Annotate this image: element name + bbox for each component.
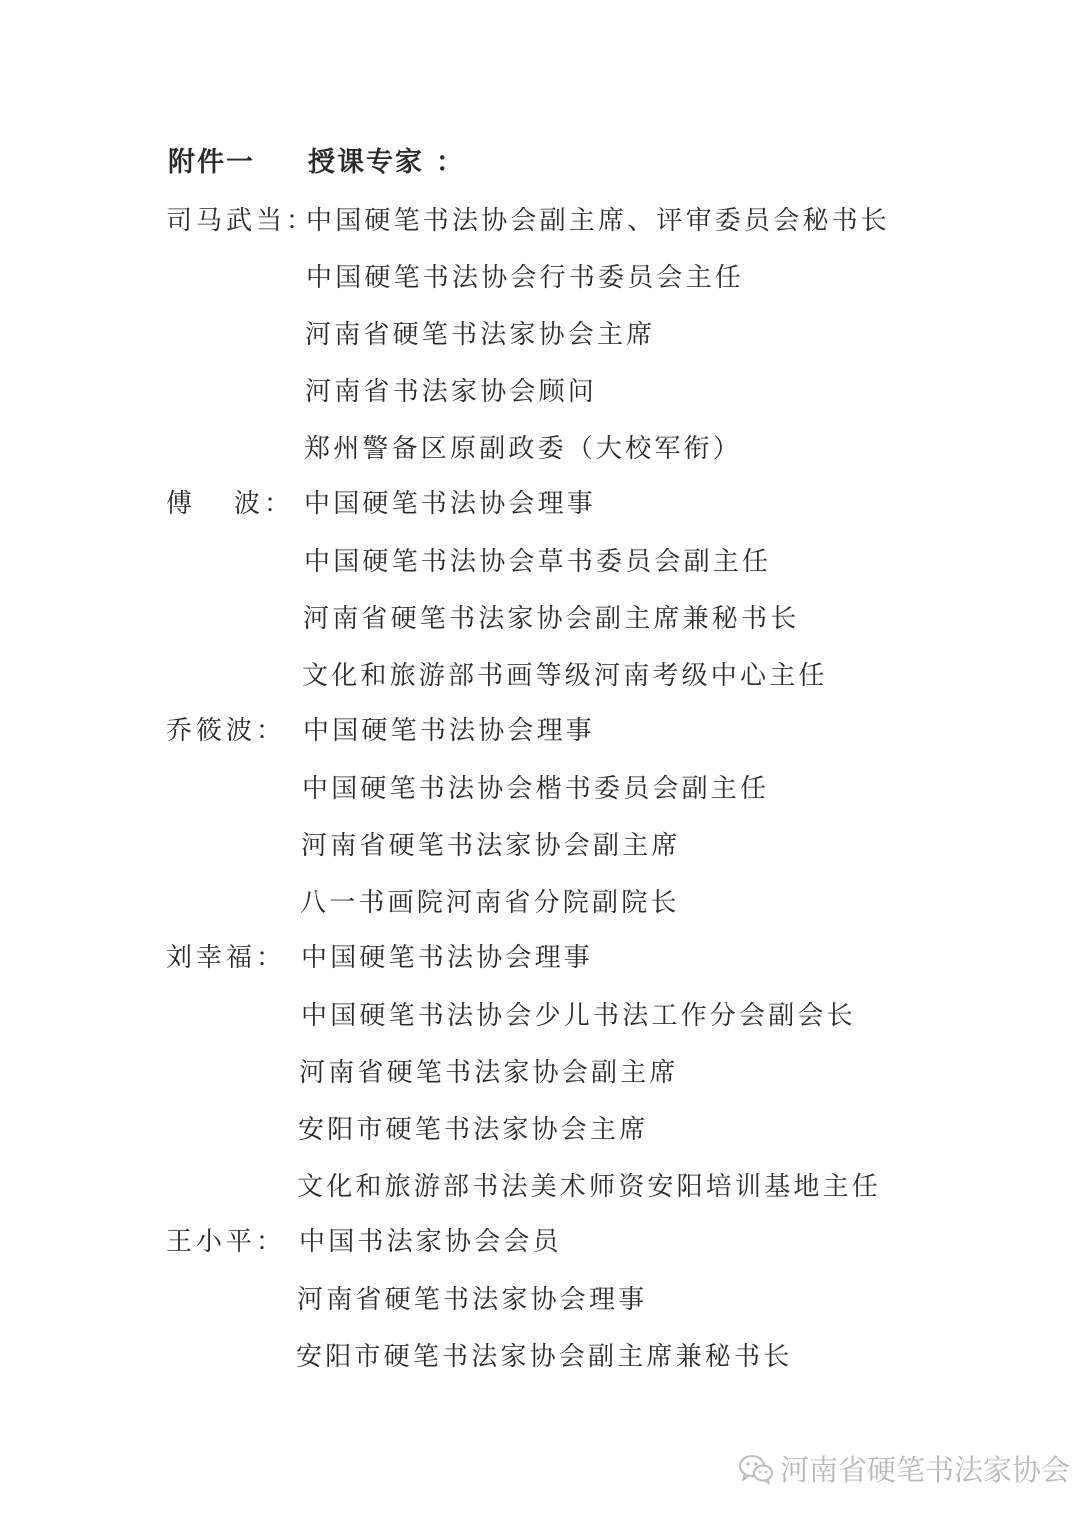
expert-role: 中国硬笔书法协会副主席、评审委员会秘书长 [306, 206, 891, 236]
expert-name: 刘幸福： [166, 943, 287, 973]
attachment-label: 附件一 [168, 147, 255, 178]
expert-name-first: 傅 [166, 489, 197, 519]
attachment-heading [168, 140, 465, 179]
expert-role: 中国硬笔书法协会理事 [303, 716, 596, 746]
expert-name: 王小平： [166, 1227, 287, 1257]
expert-name: 乔筱波： [166, 716, 287, 746]
expert-role: 八一书画院河南省分院副院长 [300, 888, 680, 918]
expert-role: 中国硬笔书法协会行书委员会主任 [306, 263, 745, 293]
expert-role: 中国硬笔书法协会理事 [301, 943, 594, 973]
expert-role: 中国硬笔书法协会理事 [304, 489, 597, 519]
attachment-colon: ： [436, 147, 465, 178]
expert-role: 文化和旅游部书法美术师资安阳培训基地主任 [297, 1172, 882, 1202]
expert-role: 中国书法家协会会员 [299, 1227, 562, 1257]
expert-role: 中国硬笔书法协会少儿书法工作分会副会长 [301, 1001, 856, 1031]
wechat-icon [738, 1454, 774, 1484]
expert-role: 河南省硬笔书法家协会副主席 [299, 1058, 679, 1088]
attachment-title: 授课专家 [308, 147, 424, 178]
expert-name [166, 483, 294, 520]
expert-name: 司马武当： [166, 206, 317, 236]
expert-role: 中国硬笔书法协会楷书委员会副主任 [302, 774, 770, 804]
expert-role: 安阳市硬笔书法家协会副主席兼秘书长 [296, 1342, 793, 1372]
expert-role: 安阳市硬笔书法家协会主席 [298, 1115, 649, 1145]
expert-role: 河南省硬笔书法家协会理事 [297, 1285, 648, 1315]
expert-role: 河南省书法家协会顾问 [305, 377, 598, 407]
expert-role: 河南省硬笔书法家协会副主席 [301, 831, 681, 861]
watermark-text: 河南省硬笔书法家协会 [780, 1453, 1071, 1487]
wechat-watermark [738, 1448, 1070, 1489]
expert-role: 中国硬笔书法协会草书委员会副主任 [304, 547, 772, 577]
expert-role: 文化和旅游部书画等级河南考级中心主任 [302, 661, 828, 691]
expert-role: 河南省硬笔书法家协会副主席兼秘书长 [303, 604, 800, 634]
expert-role: 郑州警备区原副政委（大校军衔） [304, 434, 743, 464]
expert-role: 河南省硬笔书法家协会主席 [305, 320, 656, 350]
expert-name-second: 波： [234, 489, 295, 519]
